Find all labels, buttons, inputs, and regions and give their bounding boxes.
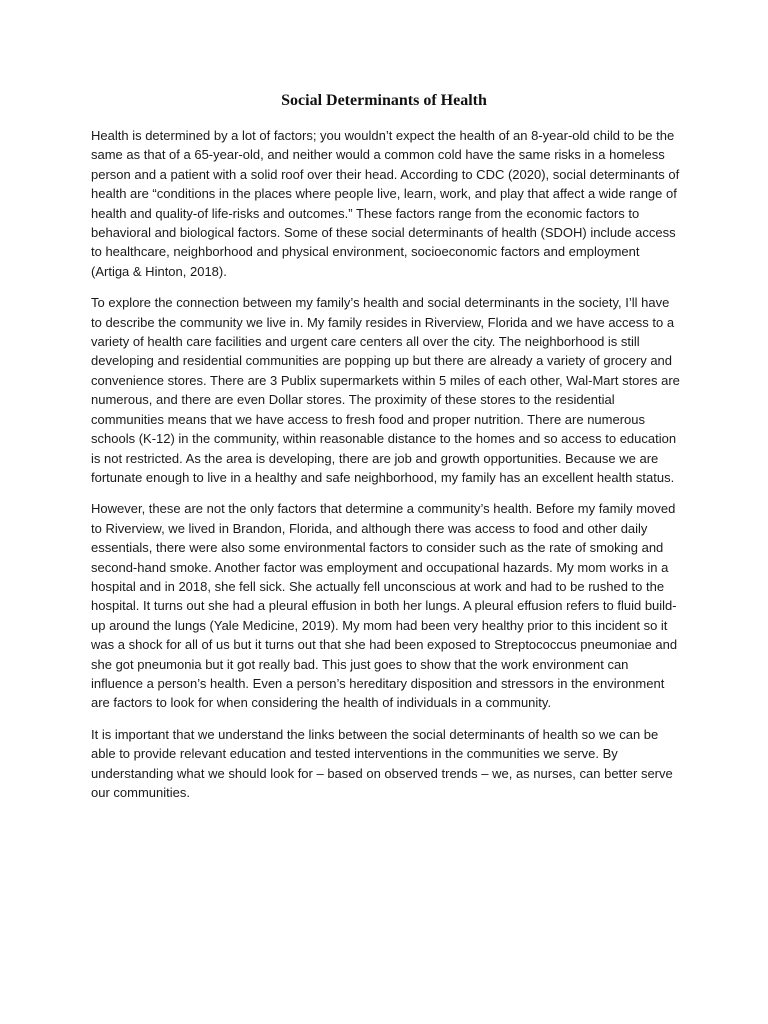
document-body	[91, 126, 681, 814]
paragraph-4: It is important that we understand the links between the social determinants of health so we can be able to provide relevant education and tested interventions in the communities we serve. By understanding what we should look for – based on observed trends – we, as nurses, can better serve our communities.	[91, 726, 673, 800]
paragraph-3: However, these are not the only factors that determine a community’s health. Before my family moved to Riverview, we lived in Brandon, Florida, and although there was access to food and other daily essentials, there were also some environmental factors to consider such as the rate of smoking and second-hand smoke. Another factor was employment and occupational hazards. My mom works in a hospital and in 2018, she fell sick. She actually fell unconscious at work and had to be rushed to the hospital. It turns out she had a pleural effusion in both her lungs. A pleural effusion refers to fluid build-up around the lungs (Yale Medicine, 2019). My mom had been very healthy prior to this incident so it was a shock for all of us but it turns out that she had been exposed to Streptococcus pneumoniae and she got pneumonia but it got really bad. This just goes to show that the work environment can influence a person’s health. Even a person’s hereditary disposition and stressors in the environment are factors to look for when considering the health of individuals in a community.	[91, 501, 678, 711]
document-title: Social Determinants of Health	[281, 92, 487, 109]
paragraph-2: To explore the connection between my family’s health and social determinants in the society, I’ll have to describe the community we live in. My family resides in Riverview, Florida and we have access to a variety of health care facilities and urgent care centers all over the city. The neighborhood is still developing and residential communities are popping up but there are already a variety of grocery and convenience stores. There are 3 Publix supermarkets within 5 miles of each other, Wal-Mart stores are numerous, and there are even Dollar stores. The proximity of these stores to the residential communities means that we have access to fresh food and proper nutrition. There are numerous schools (K-12) in the community, within reasonable distance to the homes and so access to education is not restricted. As the area is developing, there are job and growth opportunities. Because we are fortunate enough to live in a healthy and safe neighborhood, my family has an excellent health status.	[91, 295, 680, 485]
paragraph-1: Health is determined by a lot of factors; you wouldn’t expect the health of an 8-year-old child to be the same as that of a 65-year-old, and neither would a common cold have the same risks in a homeless person and a patient with a solid roof over their head. According to CDC (2020), social determinants of health are “conditions in the places where people live, learn, work, and play that affect a wide range of health and quality-of life-risks and outcomes.” These factors range from the economic factors to behavioral and biological factors. Some of these social determinants of health (SDOH) include access to healthcare, neighborhood and physical environment, socioeconomic factors and employment (Artiga & Hinton, 2018).	[91, 128, 680, 279]
